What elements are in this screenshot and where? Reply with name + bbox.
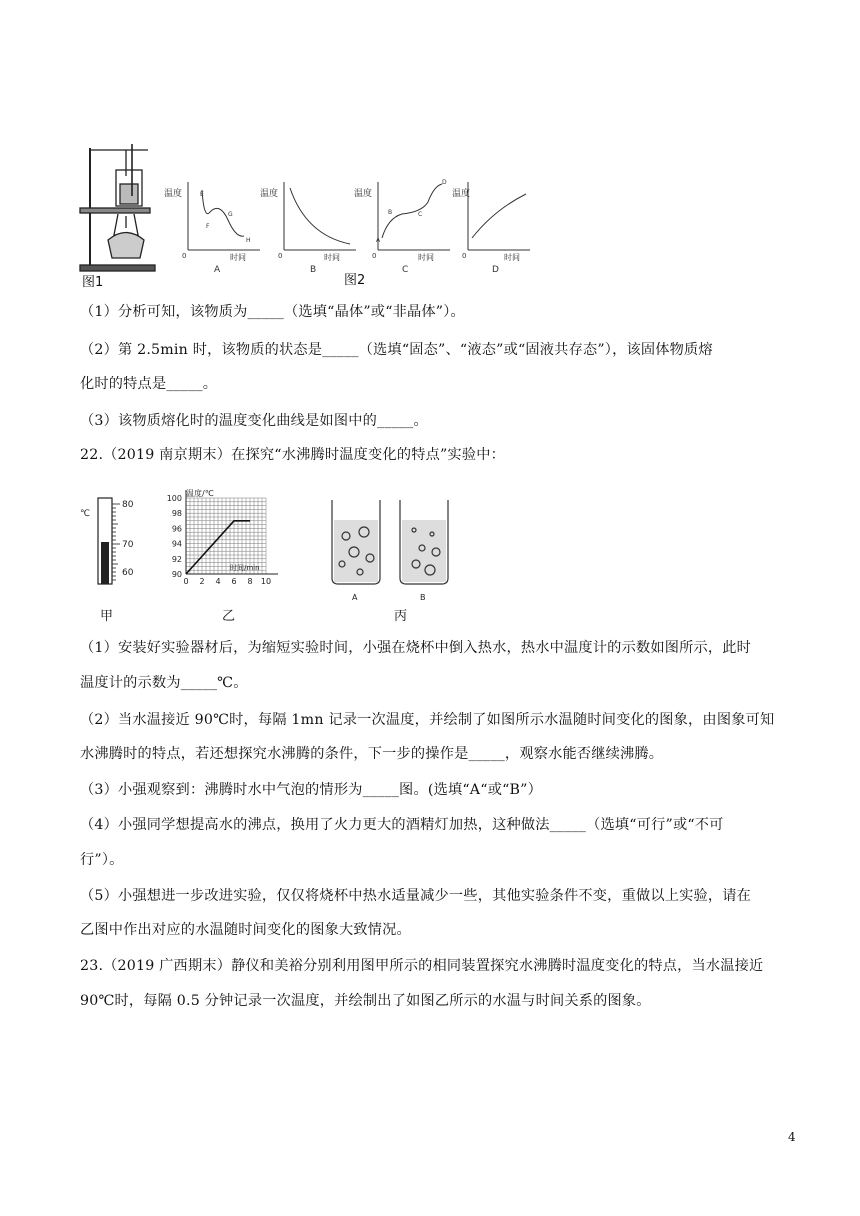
- chart-ytick-label: 98: [171, 509, 182, 519]
- graph-b: [284, 182, 356, 250]
- graph-a-name: A: [214, 265, 221, 275]
- q21-line4: （3）该物质熔化时的温度变化曲线是如图中的_____。: [80, 413, 428, 429]
- graph-a-point-e: E: [200, 191, 204, 198]
- q22-line2: 温度计的示数为_____℃。: [80, 675, 248, 691]
- q22-line5: （3）小强观察到：沸腾时水中气泡的情形为_____图。(选填“A“或“B”）: [80, 782, 543, 798]
- label-yi: 乙: [222, 609, 236, 624]
- chart-ytick-label: 90: [171, 570, 182, 579]
- chart-ytick-label: 96: [171, 524, 182, 534]
- graph-b-origin: 0: [278, 252, 283, 260]
- q22-line6: （4）小强同学想提高水的沸点，换用了火力更大的酒精灯加热，这种做法_____（选填“可行”或“不可: [80, 817, 724, 833]
- thermometer-unit: ℃: [80, 509, 91, 519]
- chart-ylabel: 温度/℃: [186, 489, 214, 498]
- graph-c-ylabel: 温度: [354, 189, 373, 199]
- q21-line3: 化时的特点是_____。: [80, 376, 218, 392]
- chart-grid: [186, 490, 278, 574]
- chart-xtick-label: 4: [215, 577, 221, 586]
- chart-ytick-label: 92: [171, 554, 182, 564]
- graph-c: [378, 182, 450, 250]
- beaker-a: [332, 500, 380, 584]
- graph-a-point-h: H: [246, 237, 251, 244]
- q22-line8: （5）小强想进一步改进实验，仅仅将烧杯中热水适量减少一些，其他实验条件不变，重做以上实验，请在: [80, 888, 752, 904]
- chart-ytick-label: 100: [166, 494, 182, 503]
- beaker-a-label: A: [352, 593, 358, 602]
- chart-xtick-label: 10: [260, 577, 272, 586]
- graph-c-point-d: D: [442, 179, 447, 186]
- q21-line1: （1）分析可知，该物质为_____（选填“晶体”或“非晶体”）。: [80, 304, 465, 320]
- graph-d-ylabel: 温度: [452, 189, 471, 199]
- chart-xtick-label: 6: [231, 577, 237, 586]
- q21-line2: （2）第 2.5min 时，该物质的状态是_____（选填“固态”、“液态”或“固液共存态”），该固体物质熔: [80, 342, 713, 358]
- q22-line9: 乙图中作出对应的水温随时间变化的图象大致情况。: [80, 922, 411, 938]
- graph-c-name: C: [402, 265, 409, 275]
- beaker-b-label: B: [420, 593, 426, 602]
- graph-c-point-a: A: [376, 237, 381, 244]
- graph-a-ylabel: 温度: [164, 189, 183, 199]
- chart-ytick-label: 94: [171, 539, 182, 549]
- graph-d-xlabel: 时间: [504, 253, 520, 262]
- chart-yticks: [167, 494, 182, 579]
- graph-c-point-c: C: [418, 211, 423, 218]
- figure-row-middle: [78, 486, 458, 626]
- chart-xtick-label: 8: [247, 577, 253, 586]
- graph-c-origin: 0: [372, 252, 377, 260]
- page-number: 4: [788, 1130, 796, 1144]
- figure-row-top: [78, 140, 538, 290]
- graph-d: [468, 182, 530, 250]
- beaker-b: [400, 500, 448, 584]
- fig2-label: 图2: [344, 273, 366, 288]
- graph-a-origin: 0: [182, 252, 187, 260]
- thermometer-figure: [98, 498, 120, 584]
- graph-d-origin: 0: [462, 252, 467, 260]
- chart-xtick-label: 2: [199, 577, 205, 586]
- thermometer-tick-70: 70: [122, 540, 134, 550]
- heating-apparatus-figure: [80, 144, 155, 271]
- q22-title: 22.（2019 南京期末）在探究“水沸腾时温度变化的特点”实验中：: [80, 447, 505, 463]
- q22-line4: 水沸腾时的特点，若还想探究水沸腾的条件，下一步的操作是_____，观察水能否继续沸腾。: [80, 746, 664, 762]
- chart-xlabel: 时间/min: [230, 564, 260, 572]
- thermometer-tick-80: 80: [122, 500, 134, 510]
- fig1-label: 图1: [82, 275, 104, 290]
- q23-line2: 90℃时，每隔 0.5 分钟记录一次温度，并绘制出了如图乙所示的水温与时间关系的图象。: [80, 993, 651, 1009]
- graph-a-point-g: G: [228, 211, 233, 218]
- q23-line1: 23.（2019 广西期末）静仪和美裕分别利用图甲所示的相同装置探究水沸腾时温度变化的特点，当水温接近: [80, 958, 764, 974]
- graph-b-xlabel: 时间: [324, 253, 340, 262]
- graph-b-ylabel: 温度: [260, 189, 279, 199]
- q22-line7: 行”）。: [80, 852, 124, 868]
- chart-xtick-label: 0: [183, 577, 189, 586]
- graph-c-xlabel: 时间: [418, 253, 434, 262]
- label-jia: 甲: [100, 609, 114, 624]
- graph-d-name: D: [492, 265, 499, 275]
- graph-a-xlabel: 时间: [230, 253, 246, 262]
- chart-xticks: [183, 577, 271, 586]
- graph-a-point-f: F: [206, 223, 210, 230]
- q22-line3: （2）当水温接近 90℃时，每隔 1mn 记录一次温度，并绘制了如图所示水温随时间变化的图象，由图象可知: [80, 712, 775, 728]
- graph-b-name: B: [310, 265, 317, 275]
- q22-line1: （1）安装好实验器材后，为缩短实验时间，小强在烧杯中倒入热水，热水中温度计的示数如图所示，此时: [80, 640, 752, 656]
- label-bing: 丙: [394, 609, 408, 624]
- graph-c-point-b: B: [388, 209, 393, 216]
- thermometer-tick-60: 60: [122, 568, 134, 578]
